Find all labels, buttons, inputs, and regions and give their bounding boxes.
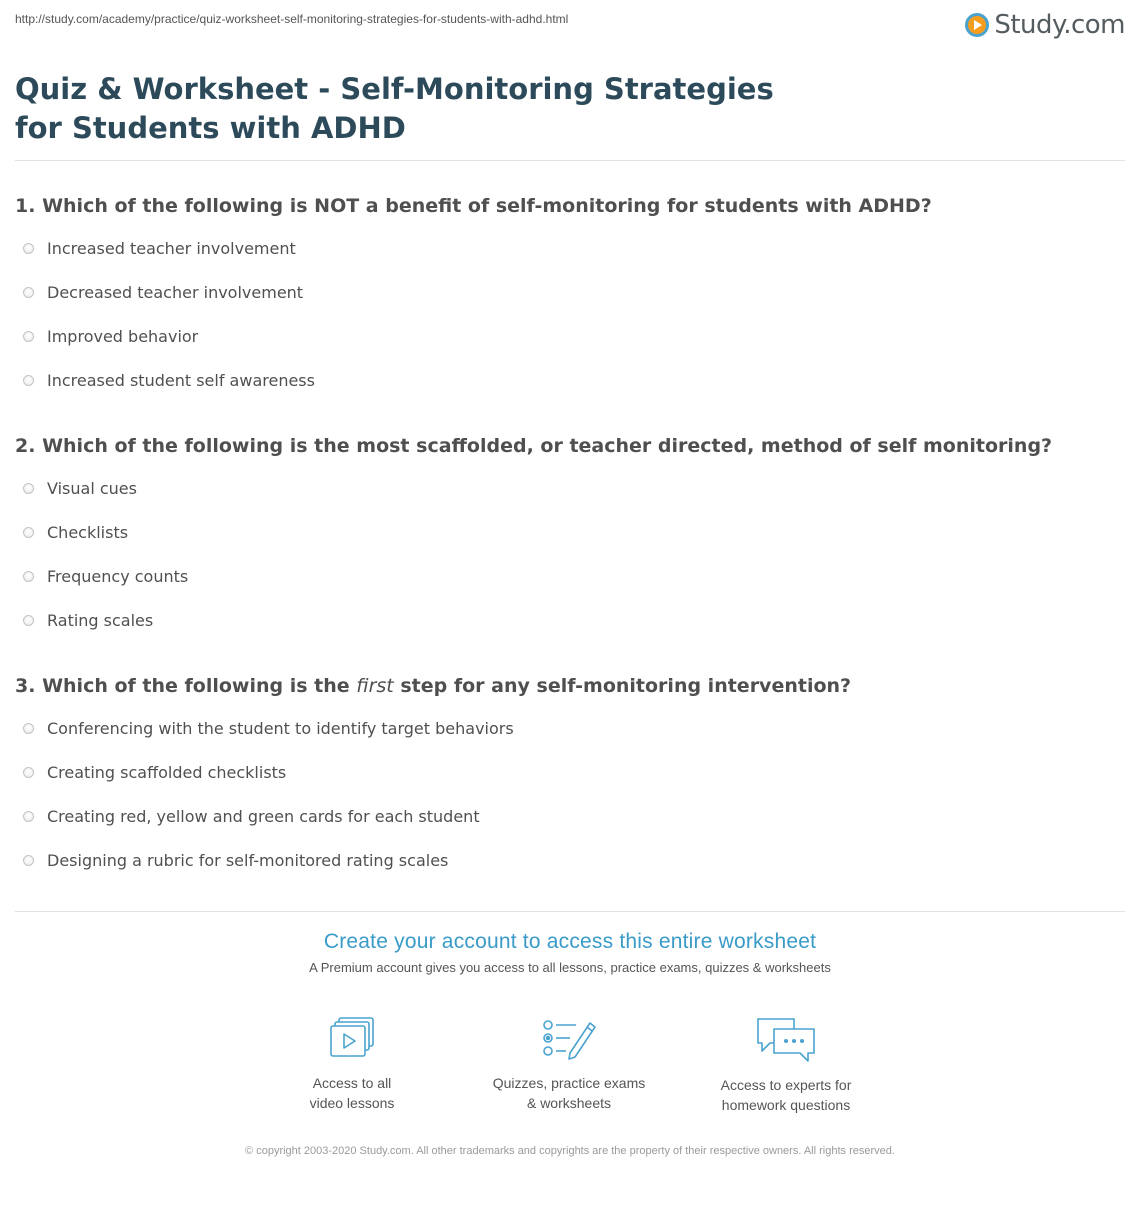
- option-label: Creating scaffolded checklists: [47, 762, 287, 782]
- feature-label-line1: Access to experts for: [720, 1077, 852, 1093]
- radio-button[interactable]: [23, 767, 34, 778]
- question-body: Which of the following is the most scaffolded, or teacher directed, method of self monitoring?: [42, 435, 1053, 457]
- premium-features: [245, 1015, 895, 1125]
- quiz-checklist-icon: [540, 1015, 598, 1061]
- answer-option[interactable]: [15, 604, 1115, 648]
- question-body: Which of the following is NOT a benefit of self-monitoring for students with ADHD?: [42, 195, 932, 217]
- feature-label-line1: Quizzes, practice exams: [492, 1075, 646, 1091]
- option-label: Rating scales: [47, 610, 154, 630]
- chat-bubbles-icon: [754, 1015, 818, 1063]
- option-label: Conferencing with the student to identify target behaviors: [47, 718, 514, 738]
- answer-option[interactable]: [15, 320, 1115, 364]
- feature-label: [252, 1073, 452, 1113]
- radio-button[interactable]: [23, 375, 34, 386]
- logo-text: Study.com: [994, 10, 1125, 40]
- option-label: Increased student self awareness: [47, 370, 315, 390]
- play-circle-icon: [964, 12, 990, 38]
- question-1: [15, 193, 1115, 408]
- answer-option[interactable]: [15, 756, 1115, 800]
- feature-label-line1: Access to all: [312, 1075, 392, 1091]
- page-url: http://study.com/academy/practice/quiz-worksheet-self-monitoring-strategies-for-students-with-adhd.html: [15, 12, 569, 26]
- question-body-end: step for any self-monitoring intervention?: [400, 675, 852, 697]
- top-bar: [15, 0, 1125, 48]
- question-text: [15, 673, 1115, 699]
- questions-divider: [15, 911, 1125, 912]
- question-body-start: Which of the following is the: [42, 675, 350, 697]
- feature-experts: [686, 1015, 886, 1115]
- option-label: Decreased teacher involvement: [47, 282, 304, 302]
- question-text: [15, 433, 1115, 459]
- radio-button[interactable]: [23, 483, 34, 494]
- question-number: 2.: [15, 435, 36, 457]
- question-3: [15, 673, 1115, 888]
- answer-option[interactable]: [15, 232, 1115, 276]
- option-label: Improved behavior: [47, 326, 199, 346]
- answer-option[interactable]: [15, 364, 1115, 408]
- radio-button[interactable]: [23, 527, 34, 538]
- answer-option[interactable]: [15, 560, 1115, 604]
- feature-label: [469, 1073, 669, 1113]
- feature-label-line2: & worksheets: [526, 1095, 612, 1111]
- question-number: 3.: [15, 675, 36, 697]
- radio-button[interactable]: [23, 571, 34, 582]
- title-divider: [15, 160, 1125, 161]
- answer-options: [15, 472, 1115, 648]
- radio-button[interactable]: [23, 331, 34, 342]
- page-title: Quiz & Worksheet - Self-Monitoring Strategies for Students with ADHD: [15, 72, 774, 145]
- answer-option[interactable]: [15, 276, 1115, 320]
- answer-option[interactable]: [15, 844, 1115, 888]
- cta-subtitle: A Premium account gives you access to all lessons, practice exams, quizzes & worksheets: [309, 960, 831, 975]
- feature-label: [686, 1075, 886, 1115]
- feature-label-line2: homework questions: [721, 1097, 851, 1113]
- option-label: Creating red, yellow and green cards for each student: [47, 806, 480, 826]
- radio-button[interactable]: [23, 243, 34, 254]
- feature-quizzes: [469, 1015, 669, 1113]
- study-logo[interactable]: [964, 8, 1125, 42]
- premium-cta: [15, 930, 1125, 975]
- radio-button[interactable]: [23, 811, 34, 822]
- question-emphasis: first: [356, 675, 394, 697]
- question-text: [15, 193, 1115, 219]
- option-label: Checklists: [47, 522, 129, 542]
- answer-options: [15, 712, 1115, 888]
- feature-video-lessons: [252, 1015, 452, 1113]
- answer-option[interactable]: [15, 800, 1115, 844]
- answer-option[interactable]: [15, 516, 1115, 560]
- radio-button[interactable]: [23, 855, 34, 866]
- cta-title-link[interactable]: Create your account to access this entire worksheet: [323, 930, 817, 953]
- answer-option[interactable]: [15, 472, 1115, 516]
- radio-button[interactable]: [23, 723, 34, 734]
- answer-option[interactable]: [15, 712, 1115, 756]
- video-lessons-icon: [325, 1015, 379, 1061]
- question-2: [15, 433, 1115, 648]
- answer-options: [15, 232, 1115, 408]
- option-label: Designing a rubric for self-monitored rating scales: [47, 850, 449, 870]
- option-label: Frequency counts: [47, 566, 189, 586]
- option-label: Visual cues: [47, 478, 137, 498]
- radio-button[interactable]: [23, 287, 34, 298]
- option-label: Increased teacher involvement: [47, 238, 296, 258]
- copyright: © copyright 2003-2020 Study.com. All other trademarks and copyrights are the property of their respective owners. All rights reserved.: [245, 1145, 895, 1157]
- feature-label-line2: video lessons: [309, 1095, 395, 1111]
- question-number: 1.: [15, 195, 36, 217]
- radio-button[interactable]: [23, 615, 34, 626]
